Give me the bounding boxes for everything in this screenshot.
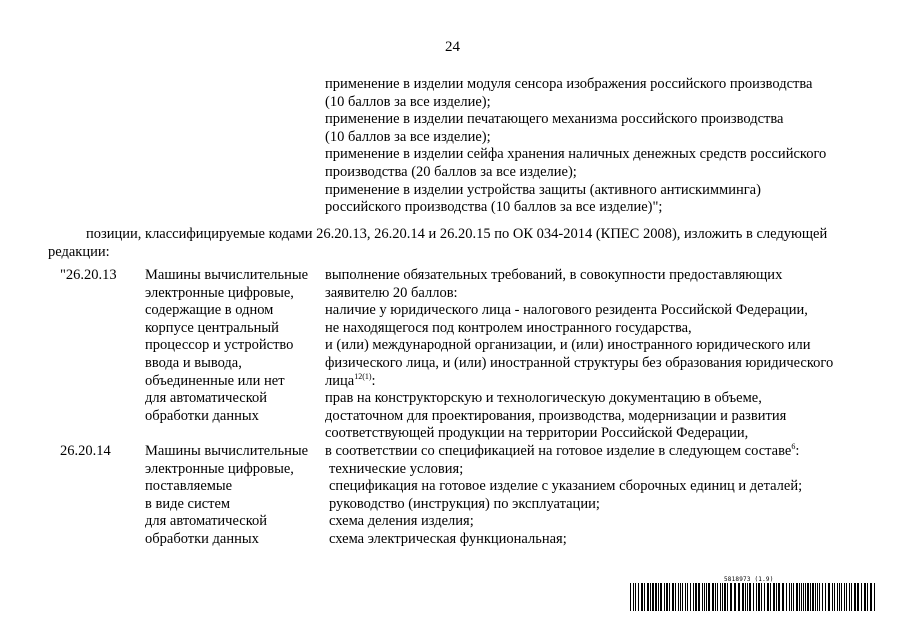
list-line: применение в изделии сейфа хранения наличных денежных средств российского xyxy=(325,146,827,163)
name-line: обработки данных xyxy=(145,530,259,547)
desc-text: : xyxy=(371,372,376,389)
code-table xyxy=(0,267,905,549)
desc-line: не находящегося под контролем иностранного государства, xyxy=(325,319,692,336)
name-line: электронные цифровые, xyxy=(145,460,294,477)
intro-line: позиции, классифицируемые кодами 26.20.13, 26.20.14 и 26.20.15 по ОК 034-2014 (КПЕС 2008), изложить в следующей xyxy=(86,226,828,242)
desc-text: в соответствии со спецификацией на готовое изделие в следующем составе xyxy=(325,442,792,459)
name-line: содержащие в одном xyxy=(145,302,274,319)
desc-line: схема электрическая функциональная; xyxy=(329,530,567,547)
row-name xyxy=(145,267,320,425)
table-row xyxy=(0,267,905,443)
intro-paragraph xyxy=(48,225,868,261)
row-name xyxy=(145,443,320,549)
desc-line: прав на конструкторскую и технологическую документацию в объеме, xyxy=(325,390,762,407)
desc-line: спецификация на готовое изделие с указанием сборочных единиц и деталей; xyxy=(329,478,803,495)
row-code: 26.20.14 xyxy=(60,442,111,459)
desc-line: заявителю 20 баллов: xyxy=(325,284,458,301)
desc-text: : xyxy=(795,442,800,459)
list-line: (10 баллов за все изделие); xyxy=(325,128,491,145)
desc-text: лица xyxy=(325,372,355,389)
page-number: 24 xyxy=(445,39,460,55)
name-line: ввода и вывода, xyxy=(145,354,242,371)
name-line: процессор и устройство xyxy=(145,337,294,354)
name-line: поставляемые xyxy=(145,478,233,495)
name-line: для автоматической xyxy=(145,513,268,530)
list-line: (10 баллов за все изделие); xyxy=(325,93,491,110)
name-line: электронные цифровые, xyxy=(145,284,294,301)
list-line: применение в изделии модуля сенсора изображения российского производства xyxy=(325,76,813,92)
name-line: корпусе центральный xyxy=(145,319,279,336)
table-row xyxy=(0,443,905,549)
barcode xyxy=(630,583,880,611)
list-line: производства (20 баллов за все изделие); xyxy=(325,163,577,180)
desc-line: наличие у юридического лица - налогового резидента Российской Федерации, xyxy=(325,302,808,319)
name-line: Машины вычислительные xyxy=(145,442,309,459)
desc-line: технические условия; xyxy=(329,460,464,477)
name-line: Машины вычислительные xyxy=(145,267,309,283)
list-line: применение в изделии устройства защиты (активного антискимминга) xyxy=(325,181,761,198)
list-line: российского производства (10 баллов за все изделие)"; xyxy=(325,199,663,216)
desc-line: физического лица, и (или) иностранной структуры без образования юридического xyxy=(325,354,834,371)
name-line: обработки данных xyxy=(145,407,259,424)
desc-line: соответствующей продукции на территории Российской Федерации, xyxy=(325,425,749,442)
desc-line: достаточном для проектирования, производства, модернизации и развития xyxy=(325,407,787,424)
desc-line xyxy=(325,443,885,461)
list-line: применение в изделии печатающего механизма российского производства xyxy=(325,111,784,128)
desc-line: руководство (инструкция) по эксплуатации; xyxy=(329,495,600,512)
desc-line: схема деления изделия; xyxy=(329,513,474,530)
row-description xyxy=(325,443,885,549)
name-line: объединенные или нет xyxy=(145,372,285,389)
desc-line: выполнение обязательных требований, в совокупности предоставляющих xyxy=(325,267,783,283)
footnote-ref: 6 xyxy=(791,442,796,452)
row-code: "26.20.13 xyxy=(60,267,117,283)
name-line: в виде систем xyxy=(145,495,231,512)
desc-line xyxy=(325,373,885,391)
intro-line: редакции: xyxy=(48,244,110,260)
barcode-number: 5818973 (1.9) xyxy=(724,576,774,583)
desc-line: и (или) международной организации, и (или) иностранного юридического или xyxy=(325,337,811,354)
continued-list xyxy=(325,76,885,217)
name-line: для автоматической xyxy=(145,390,268,407)
row-description xyxy=(325,267,885,443)
footnote-ref: 12(1) xyxy=(354,371,372,381)
